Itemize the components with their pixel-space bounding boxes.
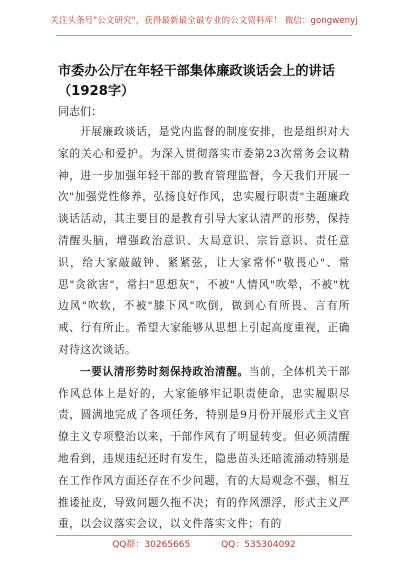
salutation: 同志们：	[58, 105, 102, 118]
paragraph-2-text: 当前，全体机关干部作风总体上是好的，大家能够牢记职责使命，忠实履职尽责，圆满地完成了各项任务，特别是9月份开展形式主义官僚主义专项整治以来，干部作风有了明显转变。但必须清醒地看到，违规违纪还时有发生，隐患苗头还暗流涌动特别是在工作作风方面还存在不少问题，有的大局观念不强，相互推诿扯皮，导致问题久拖不决；有的作风漂浮，形式主义严重，以会议落实会议，以文件落实文件；有的	[58, 365, 351, 531]
header-divider	[56, 35, 352, 36]
document-title: 市委办公厅在年轻干部集体廉政谈话会上的讲话（1928字）	[58, 64, 335, 99]
footer-qq-group: QQ群：30265665	[112, 540, 191, 550]
footer-qq: QQ：535304092	[221, 540, 296, 550]
paragraph-2-heading: 一要认清形势时刻保持政治清醒。	[80, 365, 249, 378]
paragraph-1-text: 开展廉政谈话，是党内监督的制度安排，也是组织对大家的关心和爱护。为深入贯彻落实市委第23次常务会议精神，进一步加强年轻干部的教育管理监督，今天我们开展一次"加强党性修养，弘扬良好作风，忠实履行职责"主题廉政谈话活动，其主要目的是教育引导大家认清严的形势，保持清醒头脑，增强政治意识、大局意识、宗旨意识、责任意识，给大家敲敲钟、紧紧弦，让大家常怀"敬畏心"、常思"贪欲害"，常扫"思想灰"，不被"人情风"吹晕，不被"枕边风"吹软，不被"膝下风"吹倒，做到心有所畏、言有所戒、行有所止。希望大家能够从思想上引起高度重视，正确对待这次谈话。	[58, 126, 350, 356]
footer-divider	[56, 535, 352, 536]
paragraph-1	[58, 122, 350, 362]
header-banner: 关注头条号"公文研究"，获得最新最全最专业的公文资料库！ 微信：gongwenyj	[50, 16, 358, 26]
paragraph-2	[58, 362, 350, 536]
document-body	[58, 122, 350, 536]
footer	[0, 537, 408, 550]
